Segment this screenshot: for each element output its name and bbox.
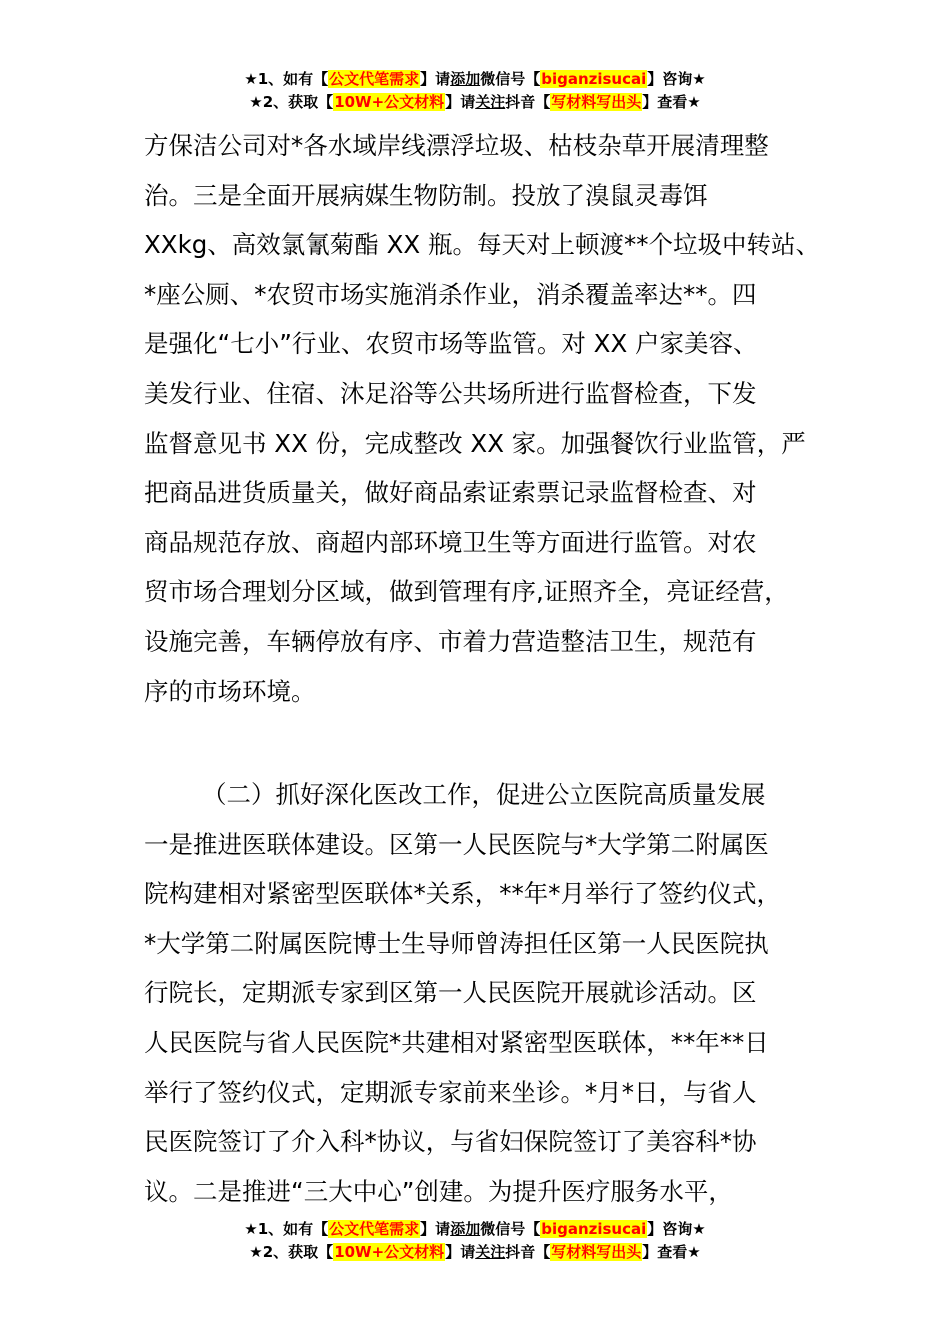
text-line: 方保洁公司对*各水域岸线漂浮垃圾、枯枝杂草开展清理整 <box>144 131 769 160</box>
text-line: 人民医院与省人民医院*共建相对紧密型医联体，**年**日 <box>144 1027 769 1057</box>
text-line: 商品规范存放、商超内部环境卫生等方面进行监管。对农 <box>144 527 757 557</box>
text-line: 议。二是推进“三大中心”创建。为提升医疗服务水平， <box>144 1176 733 1206</box>
promo-highlight: 10W+公文材料 <box>334 1243 445 1261</box>
text-line: 行院长，定期派专家到区第一人民医院开展就诊活动。区 <box>144 978 757 1008</box>
text-line: 举行了签约仪式，定期派专家前来坐诊。*月*日，与省人 <box>144 1077 757 1107</box>
text-line: 一是推进医联体建设。区第一人民医院与*大学第二附属医 <box>144 829 769 859</box>
bottom-promo-banner <box>0 1218 950 1264</box>
body-paragraph-2 <box>144 770 844 1216</box>
text-line: *大学第二附属医院博士生导师曾涛担任区第一人民医院执 <box>144 928 769 958</box>
text-line: 监督意见书 XX 份，完成整改 XX 家。加强餐饮行业监管，严 <box>144 428 806 458</box>
text-line: 院构建相对紧密型医联体*关系，**年*月举行了签约仪式， <box>144 879 781 909</box>
text-line: 是强化“七小”行业、农贸市场等监管。对 XX 户家美容、 <box>144 329 758 359</box>
promo-highlight: 公文代笔需求 <box>329 1220 420 1238</box>
promo-highlight: 10W+公文材料 <box>334 93 445 111</box>
body-paragraph-1 <box>144 121 844 716</box>
text-line: 把商品进货质量关，做好商品索证索票记录监督检查、对 <box>144 478 757 508</box>
text-line: 贸市场合理划分区域，做到管理有序,证照齐全，亮证经营， <box>144 577 789 607</box>
top-promo-banner <box>0 68 950 114</box>
promo-line-1: ★1、如有【公文代笔需求】请添加微信号【biganzisucai】咨询★ <box>244 1220 706 1238</box>
text-line: *座公厕、*农贸市场实施消杀作业，消杀覆盖率达**。四 <box>144 279 757 309</box>
text-line: 序的市场环境。 <box>144 676 316 706</box>
text-line: 美发行业、住宿、沐足浴等公共场所进行监督检查，下发 <box>144 378 757 408</box>
promo-highlight: 写材料写出头 <box>551 1243 642 1261</box>
text-line: 设施完善，车辆停放有序、市着力营造整洁卫生，规范有 <box>144 626 757 656</box>
text-line: XXkg、高效氯氰菊酯 XX 瓶。每天对上顿渡**个垃圾中转站、 <box>144 230 820 260</box>
section-heading: （二）抓好深化医改工作，促进公立医院高质量发展 <box>202 780 766 809</box>
promo-highlight: biganzisucai <box>541 1220 647 1238</box>
promo-line-2: ★2、获取【10W+公文材料】请关注抖音【写材料写出头】查看★ <box>249 1243 701 1261</box>
text-line: 治。三是全面开展病媒生物防制。投放了溴鼠灵毒饵 <box>144 180 708 210</box>
promo-highlight: 公文代笔需求 <box>329 70 420 88</box>
promo-line-2: ★2、获取【10W+公文材料】请关注抖音【写材料写出头】查看★ <box>249 93 701 111</box>
promo-line-1: ★1、如有【公文代笔需求】请添加微信号【biganzisucai】咨询★ <box>244 70 706 88</box>
promo-highlight: 写材料写出头 <box>551 93 642 111</box>
promo-highlight: biganzisucai <box>541 70 647 88</box>
text-line: 民医院签订了介入科*协议，与省妇保院签订了美容科*协 <box>144 1127 757 1157</box>
